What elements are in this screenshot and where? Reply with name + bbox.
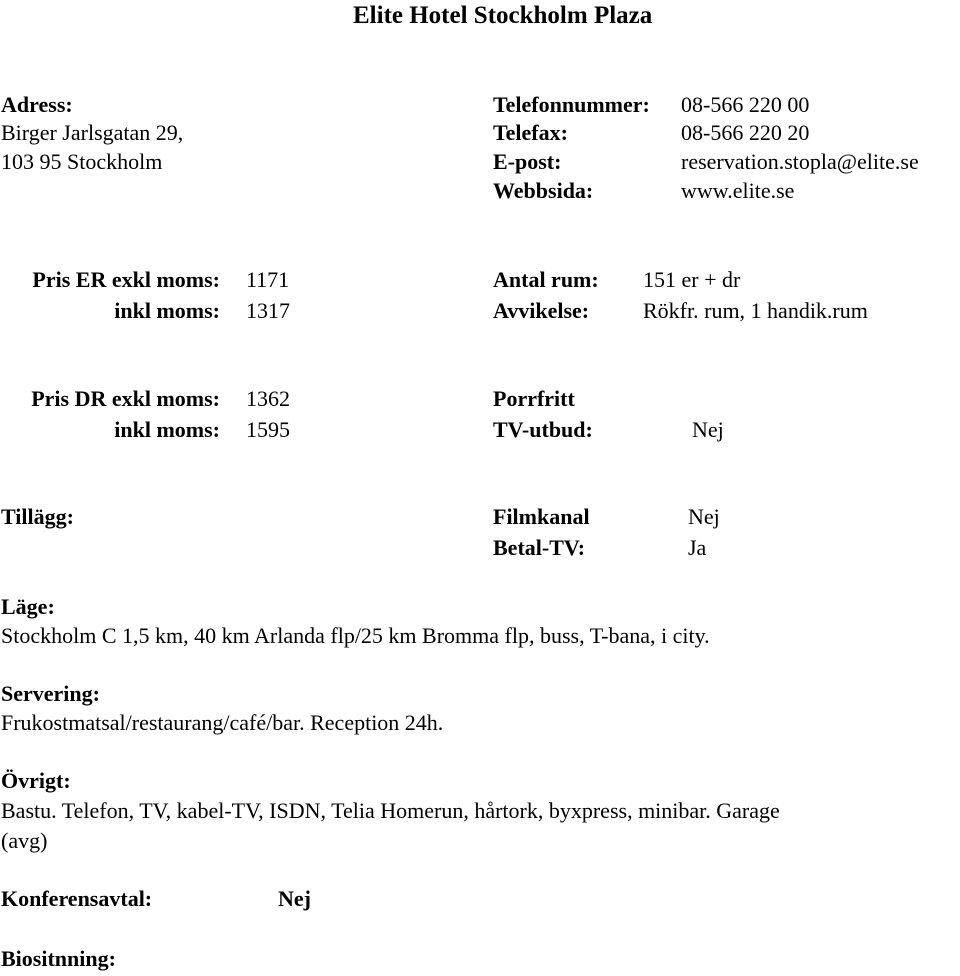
address-street: Birger Jarlsgatan 29, [1,120,184,145]
price-er-inkl-label: inkl moms: [114,298,220,323]
pay-tv-value: Ja [688,535,707,560]
location-label: Läge: [1,594,55,619]
email-value[interactable]: reservation.stopla@elite.se [681,149,919,174]
website-value[interactable]: www.elite.se [681,178,795,203]
pay-tv-label: Betal-TV: [493,535,586,560]
website-label: Webbsida: [493,178,594,203]
phone-label: Telefonnummer: [493,92,650,117]
price-er-inkl-value: 1317 [246,298,290,323]
tv-offer-label: TV-utbud: [493,417,593,442]
location-text: Stockholm C 1,5 km, 40 km Arlanda flp/25 km Bromma flp, buss, T-bana, i city. [1,623,710,648]
address-label: Adress: [1,92,73,117]
price-er-exkl-value: 1171 [246,267,290,292]
conference-label: Konferensavtal: [1,886,153,911]
address-city: 103 95 Stockholm [1,149,163,174]
deviation-label: Avvikelse: [493,298,590,323]
deviation-value: Rökfr. rum, 1 handik.rum [643,298,868,323]
tv-offer-value: Nej [692,417,724,442]
price-dr-exkl-value: 1362 [246,386,290,411]
conference-value: Nej [278,886,311,911]
other-label: Övrigt: [1,768,71,793]
dining-label: Servering: [1,681,100,706]
porn-free-label: Porrfritt [493,386,575,411]
dining-text: Frukostmatsal/restaurang/café/bar. Reception 24h. [1,710,444,735]
film-channel-value: Nej [688,504,720,529]
page-title: Elite Hotel Stockholm Plaza [353,2,653,29]
extras-label: Tillägg: [1,504,74,529]
price-dr-inkl-value: 1595 [246,417,290,442]
room-count-value: 151 er + dr [643,267,741,292]
fax-value: 08-566 220 20 [681,120,810,145]
other-text-line2: (avg) [1,828,48,853]
email-label: E-post: [493,149,562,174]
price-er-exkl-label: Pris ER exkl moms: [32,267,220,292]
price-dr-exkl-label: Pris DR exkl moms: [31,386,220,411]
price-dr-inkl-label: inkl moms: [114,417,220,442]
fax-label: Telefax: [493,120,568,145]
room-count-label: Antal rum: [493,267,599,292]
other-text-line1: Bastu. Telefon, TV, kabel-TV, ISDN, Telia Homerun, hårtork, byxpress, minibar. Garage [1,798,780,823]
phone-value: 08-566 220 00 [681,92,810,117]
seating-label: Biositnning: [1,946,116,971]
film-channel-label: Filmkanal [493,504,590,529]
